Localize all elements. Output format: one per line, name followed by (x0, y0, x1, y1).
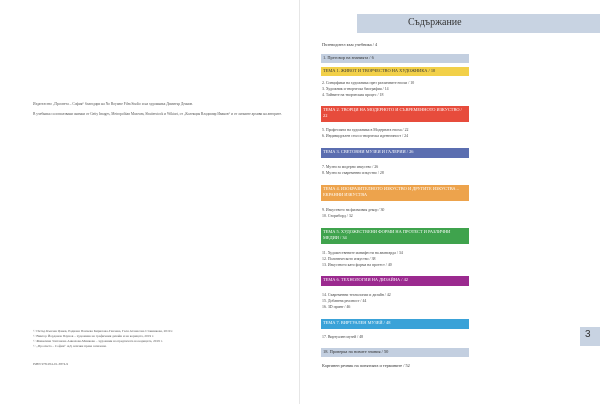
page-title: Съдържание (408, 17, 462, 28)
page-number: 3 (585, 329, 591, 340)
isbn: ISBN 978-954-01-3874-9 (33, 362, 69, 366)
toc-section-header[interactable]: 18. Проверка на новите знания / 50 (321, 348, 469, 357)
toc-section-header[interactable]: 1. Преговор на знанията / 6 (321, 54, 469, 63)
header-bar (357, 14, 600, 33)
copyright-line-4: © „Просвета – София“ АД, всички права запазени. (33, 343, 107, 348)
toc-entry[interactable]: 10. Сториборд / 32 (322, 214, 353, 218)
toc-entry[interactable]: 2. Специфики на художника през различните епохи / 10 (322, 81, 415, 85)
toc-entry[interactable]: 16. 3D принт / 46 (322, 305, 351, 309)
toc-entry[interactable]: 4. Тайните на творческия процес / 18 (322, 93, 384, 97)
toc-entry[interactable]: 12. Политическото изкуство / 38 (322, 257, 376, 261)
copyright-line-3: © Живелина Златанова Анкахова-Минкова – художник на предпечата на корицата, 2019 г. (33, 338, 163, 343)
credits-paragraph-2: В учебника са използвани снимки от Getty Images, Metropolitan Museum, Shutterstock и Wikiart, от „Колекция Владимир Иванов“ и от личните архиви на авторите. (33, 111, 282, 116)
toc-section-header[interactable]: ТЕМА 4. ИЗОБРАЗИТЕЛНОТО ИЗКУСТВО И ДРУГИТЕ ИЗКУСТВА – ЕКРАННИ ИЗКУСТВА (321, 185, 469, 201)
copyright-line-2: © Виктор Йорданов Паунов – художник на графичния дизайн и на корицата, 2019 г. (33, 333, 154, 338)
toc-entry[interactable]: 3. Художник и творческа биография / 14 (322, 87, 389, 91)
toc-entry[interactable]: 8. Музеи за съвременно изкуство / 28 (322, 171, 384, 175)
toc-entry[interactable]: 9. Изкуството на филмовия декор / 30 (322, 208, 385, 212)
toc-entry[interactable]: 15. Добавена реалност / 44 (322, 299, 367, 303)
toc-section-header[interactable]: ТЕМА 7. ВИРТУАЛЕН МУЗЕЙ / 48 (321, 319, 469, 329)
toc-section-header[interactable]: ТЕМА 1. ЖИВОТ И ТВОРЧЕСТВО НА ХУДОЖНИКА / 10 (321, 67, 469, 76)
toc-section-header[interactable]: ТЕМА 3. СВЕТОВНИ МУЗЕИ И ГАЛЕРИИ / 26 (321, 148, 469, 158)
toc-section-header[interactable]: ТЕМА 2. ТВОРЦИ НА МОДЕРНОТО И СЪВРЕМЕННОТО ИЗКУСТВО / 22 (321, 106, 469, 122)
toc-entry[interactable]: 7. Музеи за модерно изкуство / 26 (322, 165, 379, 169)
toc-entry[interactable]: 11. Художествените манифести на авангарда / 34 (322, 251, 403, 255)
toc-section-header[interactable]: ТЕМА 5. ХУДОЖЕСТВЕНИ ФОРМИ НА ПРОТЕСТ И РАЗЛИЧНИ МЕДИИ / 34 (321, 228, 469, 244)
toc-section-header[interactable]: ТЕМА 6. ТЕХНОЛОГИИ НА ДИЗАЙНА / 42 (321, 276, 469, 286)
toc-entry[interactable]: 14. Съвременни технологии и дизайн / 42 (322, 293, 391, 297)
toc-entry[interactable]: 13. Изкуството като форма на протест / 40 (322, 263, 392, 267)
credits-block (33, 102, 283, 122)
toc-entry[interactable]: 6. Индивидуален стил и творческа идентичност / 24 (322, 134, 409, 138)
toc-entry[interactable]: 17. Виртуален музей / 48 (322, 335, 364, 339)
toc-entry[interactable]: 5. Професията на художника в Модерната епоха / 22 (322, 128, 409, 132)
toc-entry[interactable]: Пътеводител към учебника / 4 (322, 42, 378, 47)
copyright-block (33, 329, 283, 349)
credits-paragraph-1: Издателство „Просвета – София“ благодари на No Boyame Film Studio и на художника Димитър Деянов. (33, 102, 193, 106)
copyright-line-1: © Петър Кънчев Цанев, Радиана Панчева Кирилова-Ганчева, Галя Атанасова Ставинкова, 2019 г. (33, 329, 174, 333)
toc-entry[interactable]: Картинен речник на понятията и термините / 52 (322, 363, 410, 368)
